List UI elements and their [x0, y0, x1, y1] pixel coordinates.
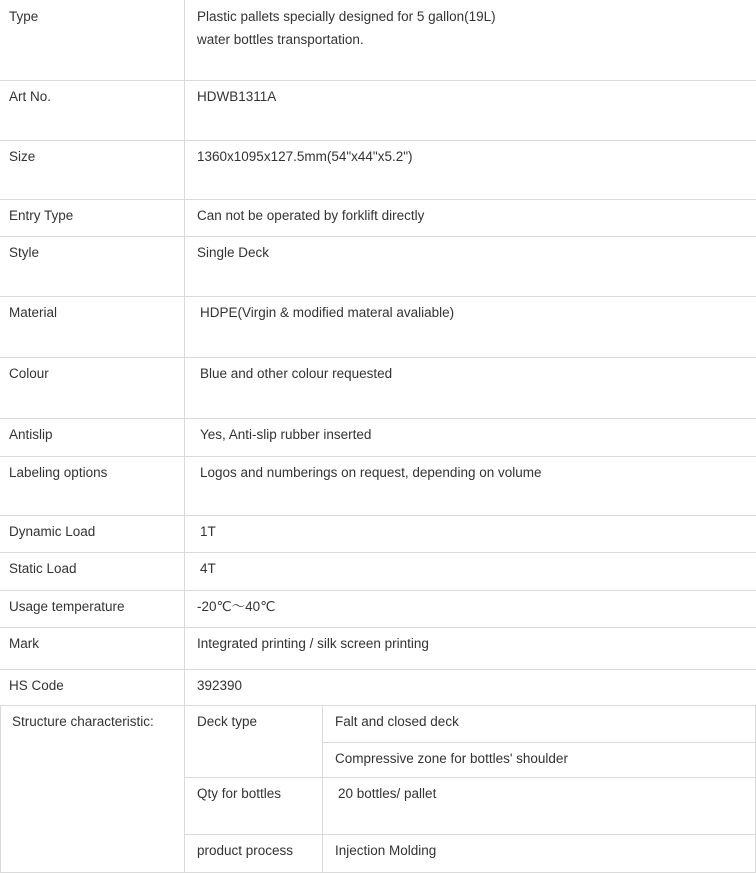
- structure-left-border: [0, 705, 1, 873]
- structure-row-divider: [184, 834, 756, 835]
- row-divider: [0, 357, 756, 358]
- spec-label: Dynamic Load: [9, 524, 96, 539]
- column-divider: [184, 0, 185, 873]
- spec-value: HDWB1311A: [197, 89, 277, 104]
- spec-label: Antislip: [9, 427, 53, 442]
- spec-label: Size: [9, 149, 36, 164]
- row-divider: [0, 140, 756, 141]
- spec-value: 1T: [200, 524, 216, 539]
- spec-label: Usage temperature: [9, 599, 125, 614]
- spec-value: Blue and other colour requested: [200, 366, 393, 381]
- spec-label: Art No.: [9, 89, 52, 104]
- structure-item-value: Falt and closed deck: [335, 714, 459, 729]
- row-divider: [0, 627, 756, 628]
- spec-value: water bottles transportation.: [197, 32, 364, 47]
- row-divider: [0, 552, 756, 553]
- spec-value: Can not be operated by forklift directly: [197, 208, 425, 223]
- row-divider: [0, 296, 756, 297]
- structure-item-name: Deck type: [197, 714, 258, 729]
- structure-item-name: Qty for bottles: [197, 786, 282, 801]
- spec-label: Material: [9, 305, 58, 320]
- structure-subrow-divider: [322, 742, 756, 743]
- spec-value: Integrated printing / silk screen printing: [197, 636, 429, 651]
- structure-item-value: Injection Molding: [335, 843, 437, 858]
- spec-value: Logos and numberings on request, depending on volume: [200, 465, 542, 480]
- row-divider: [0, 669, 756, 670]
- spec-label: Type: [9, 9, 39, 24]
- row-divider: [0, 705, 756, 706]
- row-divider: [0, 236, 756, 237]
- spec-value: 1360x1095x127.5mm(54"x44"x5.2"): [197, 149, 413, 164]
- row-divider: [0, 515, 756, 516]
- spec-label: Static Load: [9, 561, 77, 576]
- spec-label: Entry Type: [9, 208, 74, 223]
- spec-value: Yes, Anti-slip rubber inserted: [200, 427, 372, 442]
- row-divider: [0, 456, 756, 457]
- spec-label: Mark: [9, 636, 39, 651]
- structure-sub-divider: [322, 705, 323, 873]
- spec-label: HS Code: [9, 678, 64, 693]
- spec-value: Single Deck: [197, 245, 270, 260]
- spec-value: 4T: [200, 561, 216, 576]
- row-divider: [0, 199, 756, 200]
- spec-value: 392390: [197, 678, 243, 693]
- structure-label: Structure characteristic:: [12, 714, 154, 729]
- row-divider: [0, 418, 756, 419]
- row-divider: [0, 590, 756, 591]
- spec-value: Plastic pallets specially designed for 5 gallon(19L): [197, 9, 496, 24]
- structure-item-value: 20 bottles/ pallet: [338, 786, 437, 801]
- spec-label: Style: [9, 245, 40, 260]
- row-divider: [0, 80, 756, 81]
- spec-label: Colour: [9, 366, 49, 381]
- spec-value: -20℃～40℃: [197, 599, 276, 614]
- structure-item-name: product process: [197, 843, 294, 858]
- structure-row-divider: [184, 777, 756, 778]
- spec-value: HDPE(Virgin & modified materal avaliable): [200, 305, 455, 320]
- structure-item-value: Compressive zone for bottles' shoulder: [335, 751, 568, 766]
- spec-label: Labeling options: [9, 465, 108, 480]
